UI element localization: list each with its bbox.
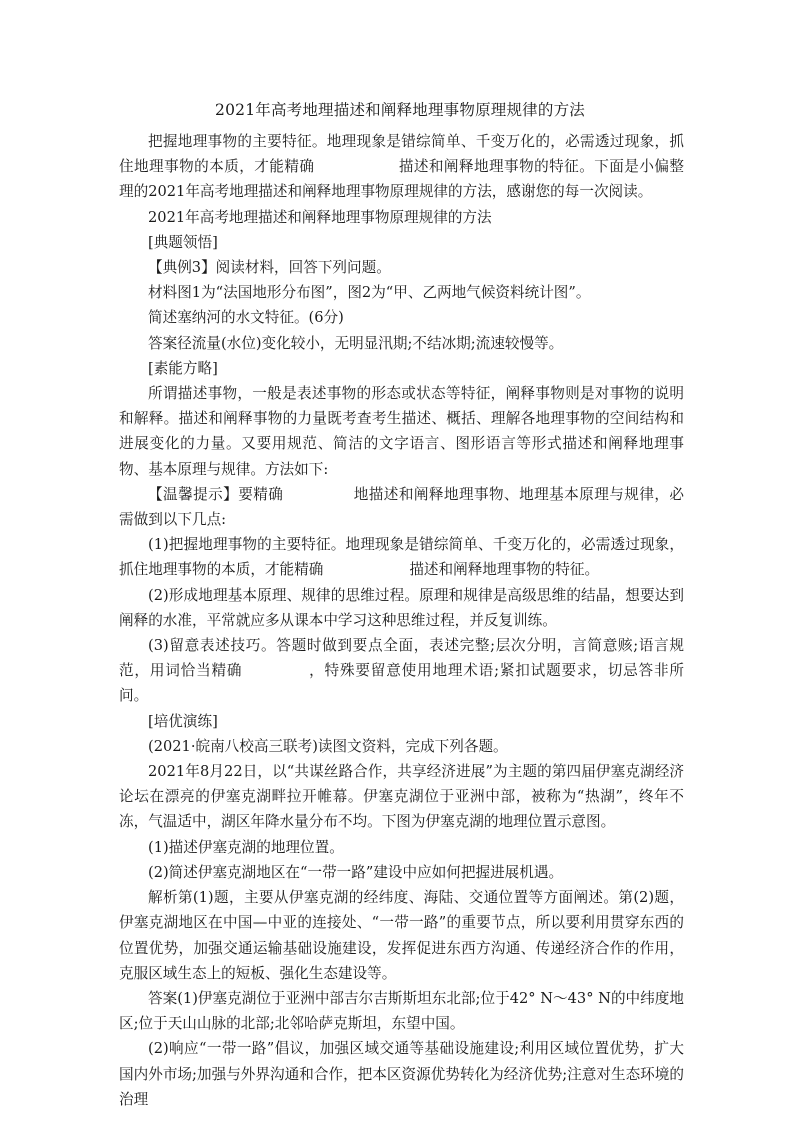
paragraph-subtitle: 2021年高考地理描述和阐释地理事物原理规律的方法 xyxy=(148,208,492,226)
paragraph-tip-part-b: 地描述和阐释地理事物、地理基本原理与规律，必需做到以下几点: xyxy=(119,485,684,529)
paragraph-answer-2-part-2: (2)响应“一带一路”倡议，加强区域交通等基础设施建设;利用区域位置优势，扩大国内外市场;加强与外界沟通和合作，把本区资源优势转化为经济优势;注意对生态环境的治理 xyxy=(119,1040,684,1108)
paragraph-material: 材料图1为“法国地形分布图”，图2为“甲、乙两地气候资料统计图”。 xyxy=(148,284,591,302)
paragraph-strategy: 所谓描述事物，一般是表述事物的形态或状态等特征，阐释事物则是对事物的说明和解释。描述和阐释事物的力量既考查考生描述、概括、理解各地理事物的空间结构和进展变化的力量。又要用规范、简洁的文字语言、图形语言等形式描述和阐释地理事物、基本原理与规律。方法如下: xyxy=(119,385,684,478)
paragraph-context: 2021年8月22日，以“共谋丝路合作，共享经济进展”为主题的第四届伊塞克湖经济论坛在漂亮的伊塞克湖畔拉开帷幕。伊塞克湖位于亚洲中部，被称为“热湖”，终年不冻，气温适中，湖区年降水量分布不均。下图为伊塞克湖的地理位置示意图。 xyxy=(119,763,684,831)
paragraph-question-1: (1)描述伊塞克湖的地理位置。 xyxy=(148,838,344,856)
section-heading-typical-example: [典题领悟] xyxy=(148,233,218,251)
paragraph-intro-part-a: 把握地理事物的主要特征。地理现象是错综简单、千变万化的，必需透过现象，抓住地理事物的本质，才能精确 xyxy=(119,133,684,176)
paragraph-source: (2021·皖南八校高三联考)读图文资料，完成下列各题。 xyxy=(148,737,508,755)
paragraph-tip-part-a: 【温馨提示】要精确 xyxy=(148,485,284,503)
paragraph-point-1 xyxy=(119,532,684,582)
document-body xyxy=(119,129,684,1112)
paragraph-intro-part-b: 描述和阐释地理事物的特征。下面是小偏整理的2021年高考地理描述和阐释地理事物原理规律的方法，感谢您的每一次阅读。 xyxy=(119,158,684,201)
paragraph-point-1-part-a: (1)把握地理事物的主要特征。地理现象是错综简单、千变万化的，必需透过现象，抓住地理事物的本质，才能精确 xyxy=(119,536,684,579)
paragraph-answer-2-part-1: 答案(1)伊塞克湖位于亚洲中部吉尔吉斯斯坦东北部;位于42° N～43° N的中纬度地区;位于天山山脉的北部;北邻哈萨克斯坦，东望中国。 xyxy=(119,989,684,1033)
section-heading-strategy: [素能方略] xyxy=(148,359,218,377)
paragraph-question: 简述塞纳河的水文特征。(6分) xyxy=(148,309,344,327)
paragraph-answer-1: 答案径流量(水位)变化较小，无明显汛期;不结冰期;流速较慢等。 xyxy=(148,334,564,352)
paragraph-example-3: 【典例3】阅读材料，回答下列问题。 xyxy=(148,259,391,277)
section-heading-practice: [培优演练] xyxy=(148,712,218,730)
paragraph-point-3-part-b: ，特殊要留意使用地理术语;紧扣试题要求，切忌答非所问。 xyxy=(119,662,684,705)
paragraph-question-2: (2)简述伊塞克湖地区在“一带一路”建设中应如何把握进展机遇。 xyxy=(148,863,564,881)
paragraph-tip xyxy=(119,482,684,532)
paragraph-point-1-part-b: 描述和阐释地理事物的特征。 xyxy=(409,561,600,579)
paragraph-point-3 xyxy=(119,633,684,709)
paragraph-point-3-part-a: (3)留意表述技巧。答题时做到要点全面，表述完整;层次分明，言简意赅;语言规范，用词恰当精确 xyxy=(119,637,684,680)
paragraph-point-2: (2)形成地理基本原理、规律的思维过程。原理和规律是高级思维的结晶，想要达到阐释的水准，平常就应多从课本中学习这种思维过程，并反复训练。 xyxy=(119,586,684,629)
paragraph-analysis: 解析第(1)题，主要从伊塞克湖的经纬度、海陆、交通位置等方面阐述。第(2)题，伊塞克湖地区在中国—中亚的连接处、“一带一路”的重要节点，所以要利用贯穿东西的位置优势，加强交通运输基础设施建设，发挥促进东西方沟通、传递经济合作的作用，克服区域生态上的短板、强化生态建设等。 xyxy=(119,889,684,982)
paragraph-intro xyxy=(119,129,684,205)
document-title: 2021年高考地理描述和阐释地理事物原理规律的方法 xyxy=(215,101,585,119)
